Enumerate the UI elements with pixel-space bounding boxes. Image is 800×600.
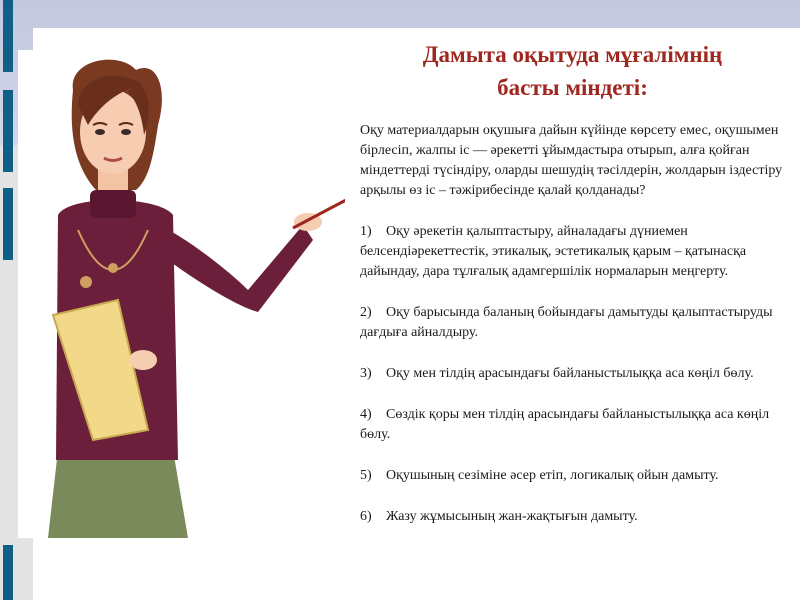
accent-bar (3, 90, 13, 172)
accent-bar (3, 0, 13, 72)
item-text: Оқу мен тілдің арасындағы байланыстылыққа аса көңіл бөлу. (386, 366, 754, 381)
intro-paragraph: Оқу материалдарын оқушыға дайын күйінде көрсету емес, оқушымен бірлесіп, жалпы іс — әрекетті ұйымдастыра отырып, алға қойған міндеттерді түсіндіру, оларды шешудің тәсілдерін, жолдарын іздестіру арқылы өз іс – тәжірибесінде қалай қолданады? (360, 123, 783, 198)
teacher-illustration (18, 50, 346, 538)
slide-title (345, 38, 800, 104)
item-text: Оқушының сезіміне әсер етіп, логикалық ойын дамыту. (386, 468, 719, 483)
list-item (360, 222, 790, 282)
list-item (360, 405, 790, 445)
item-number: 2) (360, 305, 372, 320)
item-number: 1) (360, 224, 372, 239)
text-panel (345, 28, 800, 600)
item-text: Оқу әрекетін қалыптастыру, айналадағы дүниемен белсендіәрекеттестік, этикалық, эстетикалық қарым – қатынасқа дайындау, дара тұлғалық адамгершілік нормаларын меңгерту. (360, 224, 747, 279)
teacher-illustration-panel (18, 50, 346, 538)
item-text: Сөздік қоры мен тілдің арасындағы байланыстылыққа аса көңіл бөлу. (360, 407, 770, 442)
list-item (360, 364, 790, 384)
list-item (360, 303, 790, 343)
title-line-2: басты міндеті: (497, 75, 648, 100)
list-item (360, 466, 790, 486)
title-line-1: Дамыта оқытуда мұғалімнің (422, 42, 723, 67)
item-number: 5) (360, 468, 372, 483)
item-number: 3) (360, 366, 372, 381)
item-number: 4) (360, 407, 372, 422)
slide-body (360, 121, 790, 548)
item-text: Оқу барысында баланың бойындағы дамытуды қалыптастыруды дағдыға айналдыру. (360, 305, 773, 340)
item-number: 6) (360, 509, 372, 524)
list-item (360, 507, 790, 527)
accent-bar (3, 188, 13, 260)
accent-bar (3, 545, 13, 600)
item-text: Жазу жұмысының жан-жақтығын дамыту. (386, 509, 638, 524)
left-accent-bars (0, 0, 18, 600)
